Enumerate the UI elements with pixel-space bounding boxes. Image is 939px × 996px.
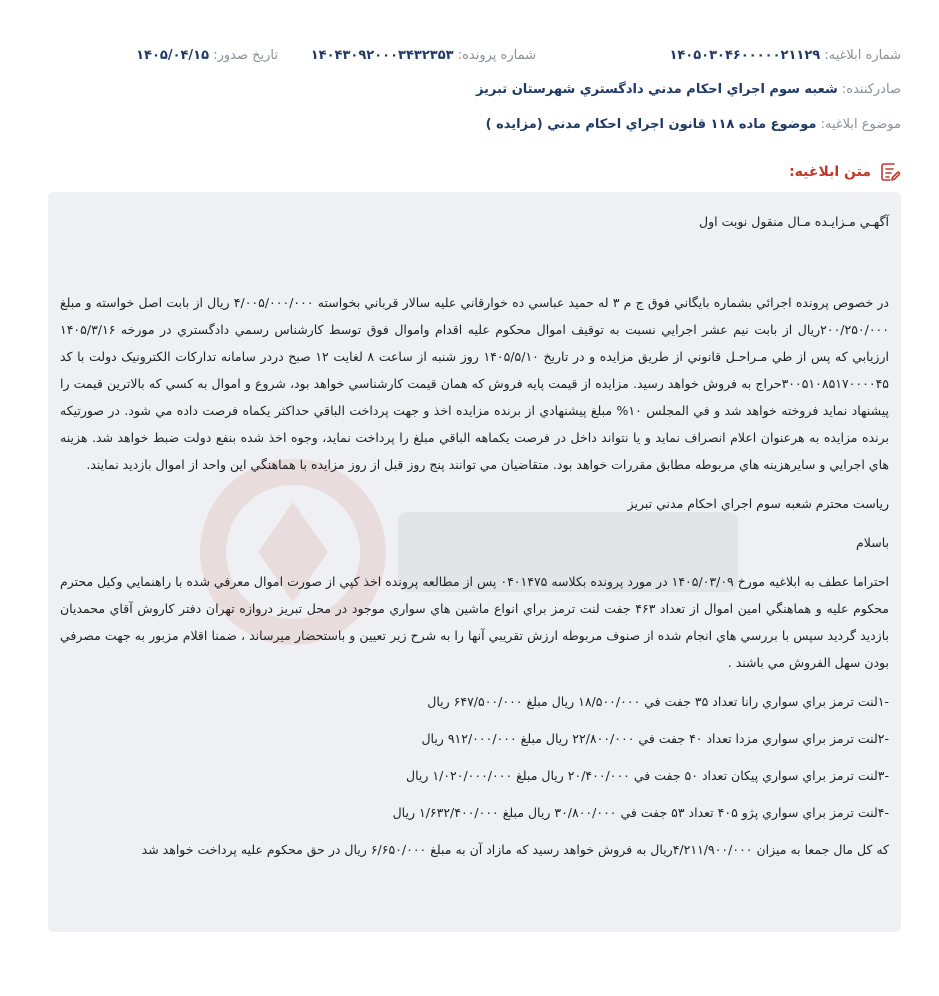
list-item: -۴لنت ترمز براي سواري پژو ۴۰۵ تعداد ۵۳ جفت في ۳۰/۸۰۰/۰۰۰ ريال مبلغ ۱/۶۳۲/۴۰۰/۰۰۰ ريال <box>392 805 889 820</box>
report-paragraph: احتراما عطف به ابلاغيه مورخ ۱۴۰۵/۰۳/۰۹ در مورد پرونده بکلاسه ۰۴۰۱۴۷۵ پس از مطالعه پرونده اخذ کپي از صورت اموال معرفي شده با راهنمايي وکيل محترم محکوم عليه و هماهنگي امين اموال از تعداد ۴۶۳ جفت لنت ترمز براي انواع ماشين هاي سواري موجود در محل تبريز دروازه تهران دفتر کاروش آقاي محمديان بازديد گرديد سپس با بررسي هاي انجام شده از صنوف مربوطه ارزش تقريبي آنها را به شرح زير تعيين و باستحضار ميرساند ، ضمنا اقلام مزبور به جهت مصرفي بودن سهل الفروش مي باشند . <box>59 574 890 670</box>
subject-value: موضوع ماده ۱۱۸ قانون اجراي احکام مدني (مزايده ) <box>485 117 817 132</box>
case-number-value: ۱۴۰۴۳۰۹۲۰۰۰۳۴۳۲۳۵۳ <box>310 48 454 63</box>
auction-title: آگهـي مـزايـده مـال منقول نوبت اول <box>699 214 889 229</box>
notice-meta-row <box>30 46 901 66</box>
subject-row <box>30 115 901 135</box>
issuer-value: شعبه سوم اجراي احکام مدني دادگستري شهرستان تبريز <box>475 82 838 97</box>
notice-text-title: متن ابلاغيه: <box>789 164 871 180</box>
notice-number-value: ۱۴۰۵۰۳۰۴۶۰۰۰۰۰۲۱۱۲۹ <box>669 48 821 63</box>
notice-number-label: شماره ابلاغيه: <box>824 48 901 63</box>
case-number-label: شماره پرونده: <box>457 48 536 63</box>
conclusion-line: که کل مال جمعا به ميزان ۴/۲۱۱/۹۰۰/۰۰۰ريال به فروش خواهد رسيد که مازاد آن به مبلغ ۶/۶۵۰/۰۰۰ ريال در حق محکوم عليه پرداخت خواهد شد <box>141 842 889 857</box>
greeting-line: باسلام <box>856 535 889 550</box>
issue-date-value: ۱۴۰۵/۰۴/۱۵ <box>136 48 210 63</box>
auction-paragraph: در خصوص پرونده اجرائي بشماره بايگاني فوق ج م ۳ له حميد عباسي ده خوارقاني عليه سالار قرباني بخواسته ۴/۰۰۵/۰۰۰/۰۰۰ ريال از بابت اصل خواسته و مبلغ ۲۰۰/۲۵۰/۰۰۰ريال از بابت نيم عشر اجرايي نسبت به توقيف اموال محکوم عليه اقدام واموال فوق توسط کارشناس رسمي دادگستري در مورخه ۱۴۰۵/۳/۱۶ ارزيابي که پس از طي مـراحـل قانوني از طريق مزايده و در تاريخ ۱۴۰۵/۵/۱۰ روز شنبه از ساعت ۸ لغايت ۱۲ صبح دردر سامانه تدارکات الکترونيک دولت با کد ۳۰۰۵۱۰۸۵۱۷۰۰۰۰۴۵حراج به فروش خواهد رسيد. مزايده از قيمت پايه فروش که همان قيمت کارشناسي خواهد بود، شروع و اموال به کسي که بالاترين قيمت را پيشنهاد نمايد فروخته خواهد شد و في المجلس ۱۰% مبلغ پيشنهادي از برنده مزايده اخذ و جهت پرداخت الباقي حداکثر يکماه فرصت داده مي شود. در صورتيکه برنده مزايده به هرعنوان اعلام انصراف نمايد و يا نتواند داخل در فرصت يکماهه الباقي مبلغ را پرداخت نمايد، وجوه اخذ شده بنفع دولت ضبط خواهد شد. هزينه هاي اجرايي و سايرهزينه هاي مربوطه مطابق مقررات خواهد بود. متقاضيان مي توانند پنج روز قبل از روز مزايده با هماهنگي اين واحد از اموال بازديد نمايند. <box>60 295 889 472</box>
issuer-row <box>30 80 901 100</box>
list-item: -۳لنت ترمز براي سواري پيکان تعداد ۵۰ جفت في ۲۰/۴۰۰/۰۰۰ ريال مبلغ ۱/۰۲۰/۰۰۰/۰۰۰ ريال <box>406 768 889 783</box>
subject-label: موضوع ابلاغيه: <box>820 117 901 132</box>
notice-number-field <box>669 46 901 66</box>
list-item: -۲لنت ترمز براي سواري مزدا تعداد ۴۰ جفت في ۲۲/۸۰۰/۰۰۰ ريال مبلغ ۹۱۲/۰۰۰/۰۰۰ ريال <box>421 731 889 746</box>
issue-date-field <box>136 46 278 66</box>
list-item: -۱لنت ترمز براي سواري رانا تعداد ۳۵ جفت في ۱۸/۵۰۰/۰۰۰ ريال مبلغ ۶۴۷/۵۰۰/۰۰۰ ريال <box>427 694 889 709</box>
case-number-field <box>311 46 536 66</box>
issue-date-label: تاريخ صدور: <box>213 48 278 63</box>
notice-body-text <box>60 208 889 863</box>
addressee-line: رياست محترم شعبه سوم اجراي احکام مدني تبريز <box>627 496 889 511</box>
document-edit-icon <box>879 161 901 183</box>
issuer-label: صادرکننده: <box>841 82 901 97</box>
notice-text-heading <box>789 160 901 184</box>
notice-body-card <box>48 192 901 932</box>
